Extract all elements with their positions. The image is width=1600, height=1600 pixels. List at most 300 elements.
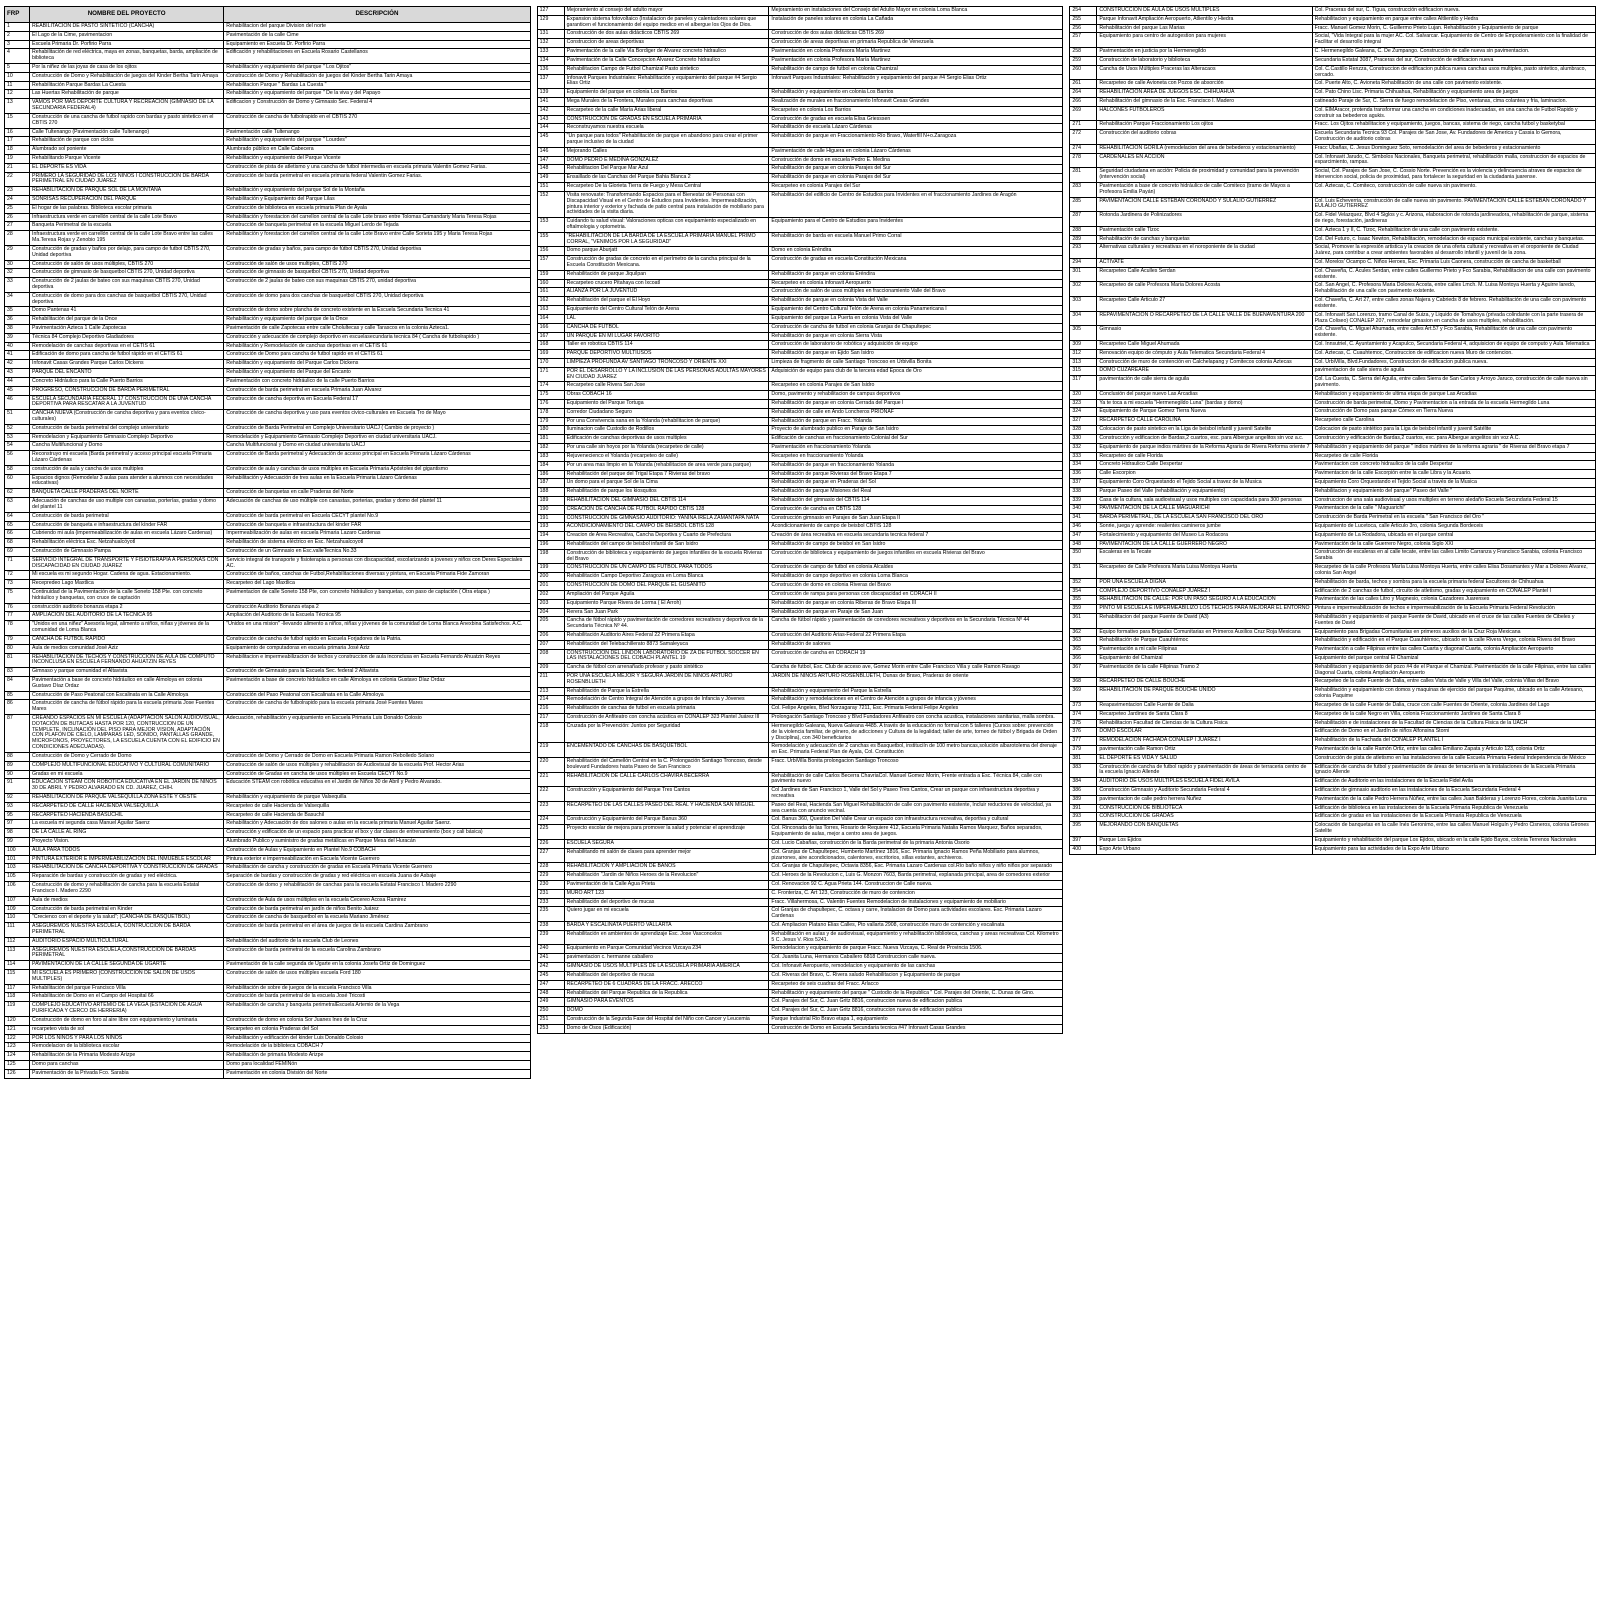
cell-descripcion: Pavimentación calle Tultenango	[224, 128, 530, 137]
cell-descripcion: Col. Parajes del Sur, C. Juan Gritz 8816, construccion nueva de edificacion publica	[769, 1007, 1063, 1016]
cell-frp: 81	[5, 653, 30, 668]
cell-nombre-proyecto: Creacion de Area Recreativa, Cancha Deportiva y Cuarto de Prefectura	[564, 532, 769, 541]
table-row	[1070, 710, 1596, 719]
table-row	[537, 297, 1063, 306]
cell-nombre-proyecto: Construcción de domo en foro al aire libre con equipamiento y luminaria	[30, 1016, 224, 1025]
cell-nombre-proyecto: Construcción de Domo y Rehabilitación de juegos del Kinder Bertha Tarin Amaya	[30, 72, 224, 81]
cell-descripcion: Col. Heroes de la Revolucion c, Luis G. Monzon 7603, Barda perimetral, explanada principal, area de comedores exterior	[769, 872, 1063, 881]
table-row	[5, 603, 531, 612]
table-row	[5, 1069, 531, 1078]
cell-descripcion: Limpieza de fragmento de calle Santiago Troncoso en Urbivilla Bonita	[769, 358, 1063, 367]
table-row	[5, 873, 531, 882]
cell-nombre-proyecto: Concreto Hidráulico para la Calle Puerto Barrios	[30, 377, 224, 386]
cell-frp: 187	[537, 479, 564, 488]
table-row	[537, 922, 1063, 931]
cell-nombre-proyecto: POR UNA ESCUELA MEJOR Y SEGURA JARDIN DE NIÑOS ARTURO ROSENBLUETH	[564, 673, 769, 688]
table-row	[5, 90, 531, 99]
cell-nombre-proyecto: REHABILITACIÓN DE PARQUE VALSEQUILLA ZONA ESTE Y OESTE	[30, 793, 224, 802]
table-row	[537, 532, 1063, 541]
cell-nombre-proyecto: Cancha Multifuncional y Domo	[30, 442, 224, 451]
table-row	[1070, 540, 1596, 549]
cell-nombre-proyecto: CONSTRUCCION DE AULA DE USOS MULTIPLES	[1097, 7, 1312, 16]
cell-nombre-proyecto: Expansion sistema fotovoltaico (Instalacion de paneles y calentadores solares que garanticen el funcionamiento del equipo medico en el albergue los Ojos de Dios.	[564, 15, 769, 30]
cell-frp: 289	[1070, 235, 1097, 244]
cell-frp: 16	[5, 128, 30, 137]
cell-nombre-proyecto: Rehabilitacion Facultad de Ciencias de la Cultura Fisica	[1097, 719, 1312, 728]
cell-nombre-proyecto: Construcción de barda perimetral	[30, 512, 224, 521]
cell-frp: 87	[5, 715, 30, 753]
table-row	[1070, 121, 1596, 130]
table-row	[5, 779, 531, 794]
cell-frp: 391	[1070, 804, 1097, 813]
cell-nombre-proyecto: Espacios dignos (Remodelar 3 aulas para atender a alumnos con necesidades educativas)	[30, 474, 224, 489]
cell-descripcion: Construccion de una sala audiovisual y usos multiples en terreno aledaño Escuela Secundaria Federal 15	[1312, 496, 1595, 505]
table-row	[537, 218, 1063, 233]
cell-frp: 160	[537, 279, 564, 288]
cell-descripcion: Rehabilitación de parque en colonia Riberas de Bravo Etapa III	[769, 599, 1063, 608]
cell-nombre-proyecto: Técnica 84 Complejo Deportivo Gladiadores	[30, 333, 224, 342]
cell-descripcion: Domo, pavimento y rehabilitacion de campus deportivos	[769, 391, 1063, 400]
cell-nombre-proyecto: Rehabilitación Auditorio Aires Federal 22 Primera Etapa	[564, 631, 769, 640]
table-row	[537, 816, 1063, 825]
cell-descripcion: Construcción de domo en colonia Sor Juanes Ines de la Cruz	[224, 1016, 530, 1025]
table-row	[5, 40, 531, 49]
cell-frp: 248	[537, 989, 564, 998]
cell-nombre-proyecto: Construcción de domo y rehabilitación de cancha para la escuela Estatal Francisco I. Madero 2290	[30, 882, 224, 897]
cell-descripcion: Domo para localidad FEMIÑón	[224, 1060, 530, 1069]
cell-descripcion: Construcción de barda perimetral, Domo y Pavimentacion a la entrada de la escuela Hermegildo Luna	[1312, 399, 1595, 408]
table-row	[1070, 297, 1596, 312]
table-row	[5, 676, 531, 691]
cell-descripcion: Edificación de biblioteca en las instalaciones de la Escuela Primaria Republica de Venezuela	[1312, 804, 1595, 813]
table-column-3	[1069, 6, 1596, 1594]
table-row	[537, 408, 1063, 417]
cell-frp: 253	[537, 1024, 564, 1033]
cell-descripcion: Recarpeteo de calle Hacienda de Basuchil	[224, 811, 530, 820]
table-row	[537, 382, 1063, 391]
table-row	[537, 722, 1063, 742]
cell-frp: 256	[1070, 24, 1097, 33]
cell-descripcion: Construcción de escaleras en al calle tecate, entre las calles Limito Carranza y Francisco Sarabia, colonia Francisco Sarabia	[1312, 549, 1595, 564]
table-row	[1070, 787, 1596, 796]
cell-nombre-proyecto: CONSTRUCCION DE DOMO DEL PARQUE EL GUSANITO	[564, 582, 769, 591]
cell-descripcion: Col. Azteca 1 y II, C. Tizoc, Rehabilitacion de una calle con pavimento existente.	[1312, 226, 1595, 235]
table-row	[5, 204, 531, 213]
cell-descripcion: Col. Lucio Cabañas, construcción de la Barda perimetral de la primaria Antonia Osorio	[769, 839, 1063, 848]
cell-descripcion: Rehabilitación de sobre de juegos de la escuela Francisco Villa	[224, 984, 530, 993]
table-row	[537, 523, 1063, 532]
cell-descripcion: Col. Fidel Velazquez, Blvd 4 Siglos y c. Arizona, elaboracion de rotonda jardineadora, rehabilitación de parque, sistema de riego, forestación, jardineras	[1312, 212, 1595, 227]
cell-descripcion: Rehabilitación de parque en colonia Parajes del Sur	[769, 174, 1063, 183]
cell-nombre-proyecto: Equipamiento de parque indios mártires de la Reforma Agraria de Rivera Reforma oriente 7	[1097, 443, 1312, 452]
cell-nombre-proyecto: CONSTRUCCION DEL LINDON LABORATORIO DE ZA DE FUTBOL SOCCER EN LAS INSTALACIONES DEL COBACH PLANTEL 19	[564, 649, 769, 664]
table-row	[537, 590, 1063, 599]
cell-frp: 156	[537, 247, 564, 256]
table-row	[1070, 628, 1596, 637]
cell-descripcion: Fracc. UrbiVilla Bonita prolongacion Santiago Troncoso	[769, 757, 1063, 772]
cell-descripcion: Rehabilitación de parque en fraccionamiento Yolanda	[769, 461, 1063, 470]
cell-nombre-proyecto: RECARPETEO DE LAS CALLES PASEO DEL REAL Y HACIENDA SAN MIGUEL	[564, 801, 769, 816]
cell-nombre-proyecto: Construccion de areas deportivas	[564, 39, 769, 48]
cell-frp: 64	[5, 512, 30, 521]
table-row	[5, 864, 531, 873]
cell-frp: 100	[5, 846, 30, 855]
cell-descripcion: Construcción de domo para dos canchas de basquetbol CBTIS 270, Unidad deportiva	[224, 292, 530, 307]
cell-nombre-proyecto: Construcción de cancha de fútbol rápido para la escuela primaria Jose Fuentes Mares	[30, 700, 224, 715]
cell-descripcion: Adquisición de equipo para club de la tercera edad Epoca de Oro	[769, 367, 1063, 382]
cell-nombre-proyecto: REHABILITACION GORILA (remodelacion del area de bebederos y estacionamiento)	[1097, 144, 1312, 153]
cell-frp: 38	[5, 325, 30, 334]
cell-descripcion: Rehabilitación de parque en Ejido San Isidro	[769, 350, 1063, 359]
cell-nombre-proyecto: PAVIMENTACION CALLE ESTEBAN CORONADO Y SULALIO GUTIERREZ	[1097, 197, 1312, 212]
table-row	[1070, 15, 1596, 24]
table-row	[1070, 687, 1596, 702]
table-row	[1070, 106, 1596, 121]
table-row	[5, 292, 531, 307]
table-row	[5, 342, 531, 351]
table-row	[537, 631, 1063, 640]
cell-descripcion: Prolongación Santiago Troncoso y Blvd Fundadores Anfiteatro con concha acustica, instalaciones sanitarias, malla sombra.	[769, 714, 1063, 723]
table-row	[5, 820, 531, 829]
cell-nombre-proyecto: MURO ART 123	[564, 889, 769, 898]
cell-frp: 35	[5, 307, 30, 316]
cell-nombre-proyecto: Mejoramiento al consejo del adulto mayor	[564, 7, 769, 16]
cell-descripcion: Rehabilitación de cancha y banqueta perimetralEscuela Artemio de la Vega	[224, 1002, 530, 1017]
cell-nombre-proyecto: POR LOS NIÑOS Y PARA LOS NIÑOS	[30, 1034, 224, 1043]
table-row	[5, 914, 531, 923]
cell-descripcion: Rehabilitación de cancha y construcción de gradas en Escuela Primaria Vicente Guerrero	[224, 864, 530, 873]
cell-frp: 257	[1070, 33, 1097, 48]
cell-frp: 118	[5, 993, 30, 1002]
cell-frp: 363	[1070, 637, 1097, 646]
table-row	[537, 452, 1063, 461]
cell-nombre-proyecto: Infraestructura verde en carrellón central de la calle Lote Bravo	[30, 213, 224, 222]
cell-nombre-proyecto: LAL	[564, 314, 769, 323]
table-row	[537, 640, 1063, 649]
table-row	[1070, 443, 1596, 452]
cell-descripcion: Pavimentación de calle Higuera en colonia Lázaro Cárdenas	[769, 147, 1063, 156]
table-row	[1070, 144, 1596, 153]
cell-descripcion: Construcción de Aula de usos múltiples en la escuela Cecereo Acosa Ramirez	[224, 896, 530, 905]
cell-frp: 71	[5, 556, 30, 571]
table-body-1	[5, 22, 531, 1078]
cell-nombre-proyecto: Remodelacion de la biblioteca escolar	[30, 1043, 224, 1052]
cell-nombre-proyecto: Recarpeteo De la Glorieta Tierra de Fuego y Mesa Central	[564, 183, 769, 192]
table-row	[537, 89, 1063, 98]
cell-frp: 56	[5, 451, 30, 466]
cell-descripcion: Construcción de salón de usos múltiples y rehabilitacion de Audiovisual de la escuela Prof. Hector Arias	[224, 761, 530, 770]
cell-descripcion: Rehabilitación y forestacion del carrellon central de la calle Lote Bravo entre Calle Sorieta 195 y Maria Teresa Rojas	[224, 231, 530, 246]
cell-descripcion: Equipamiento de computadoras en escuela primaria José Aziz	[224, 644, 530, 653]
table-row	[5, 377, 531, 386]
cell-descripcion: Rehabilitación y equipamiento del parque " Custodio de la Republica " Col. Parajes del Oriente, C. Dunas de Gino.	[769, 989, 1063, 998]
cell-nombre-proyecto: Reconstruyo mi escuela (Barda perimetral y acceso principal escuela Primaria Lázaro Cárdenas	[30, 451, 224, 466]
cell-frp: 88	[5, 752, 30, 761]
cell-nombre-proyecto: Construcción de Domo y Cerrado de Domo	[30, 752, 224, 761]
cell-nombre-proyecto: Rehabilitación del deportivo de mucas	[564, 971, 769, 980]
cell-descripcion: Construcción de aula y canchas de usos múltiples en Escuela Primaria Apóstoles del gigantismo	[224, 465, 530, 474]
cell-nombre-proyecto: Recarpeteo de Calle Profesora Maria Luisa Montoya Huerta	[1097, 564, 1312, 579]
cell-frp: 4	[5, 49, 30, 64]
table-row	[1070, 795, 1596, 804]
table-row	[537, 270, 1063, 279]
cell-nombre-proyecto: pavimentación de calle sierra de aguila	[1097, 376, 1312, 391]
cell-nombre-proyecto: Seguridad ciudadana en acción: Policia de proximidad y comunidad para la prevención (intervención social)	[1097, 168, 1312, 183]
cell-frp: 302	[1070, 282, 1097, 297]
cell-frp: 106	[5, 882, 30, 897]
cell-descripcion: Rehabilitacion y equipamiento en parque entre calles Altlientilo y Hedra	[1312, 15, 1595, 24]
cell-frp: 12	[5, 90, 30, 99]
cell-frp: 80	[5, 644, 30, 653]
cell-frp: 219	[537, 743, 564, 758]
cell-frp: 381	[1070, 754, 1097, 763]
cell-frp: 235	[537, 907, 564, 922]
cell-frp: 76	[5, 603, 30, 612]
cell-descripcion: Col. Chaveña, C. Miguel Ahumada, entre calles Art.57 y Fco Sarabia, Rehabilitación de una calle con pavimento existente.	[1312, 326, 1595, 341]
cell-nombre-proyecto: Domo para canchas	[30, 1060, 224, 1069]
cell-nombre-proyecto: Rehabilitación de parque con ciclos	[30, 137, 224, 146]
table-row	[537, 573, 1063, 582]
cell-nombre-proyecto: Conclusión del parque nuevo Las Arcadias	[1097, 390, 1312, 399]
cell-descripcion: Equipamiento de La Rodadora, ubicada en el parque central	[1312, 531, 1595, 540]
table-row	[1070, 89, 1596, 98]
table-row	[1070, 408, 1596, 417]
cell-descripcion: Rehabilitación y Equipamiento del Parque Lilas	[224, 196, 530, 205]
table-row	[5, 316, 531, 325]
cell-descripcion: Col. Infonavit San Lorenzo, tramo Canal de Suiza, y Liquido de Tomahoya (privada colindante con la parte trasera de Plaza Coliseo) CONALEP 207, remodelar gimasion en cancha de usos multiples, rehabilitación.	[1312, 311, 1595, 326]
cell-nombre-proyecto: REHABILITACION DE PARQUE BOUCHE UNIDO	[1097, 687, 1312, 702]
projects-table-1	[4, 6, 531, 1079]
cell-frp: 23	[5, 187, 30, 196]
cell-nombre-proyecto: Pavimentación a base de concreto hidráulico en calle Almoloya en colonia Gustavo Díaz Ordaz	[30, 676, 224, 691]
cell-descripcion: Col. La Cuesta, C. Sierra del Aguila, entre calles Sierra de San Carlos y Arroyo Jaruco, construcción de calle nueva sin pavimento.	[1312, 376, 1595, 391]
cell-nombre-proyecto: SERVICIO INTEGRAL DE TRANSPORTE Y FISIOTERAPIA A PERSONAS CON DISCAPACIDAD EN CIUDAD JUAREZ	[30, 556, 224, 571]
cell-descripcion: Construcción de salón de usos múltiples en fraccionamiento Valle del Bravo	[769, 288, 1063, 297]
cell-nombre-proyecto: CONSTRUCCION DE UN CAMPO DE FUTBOL PARA TODOS	[564, 564, 769, 573]
cell-nombre-proyecto: Infraestructura verde en carrellón central de la calle Lote Bravo entre las calles Ma.Teresa Rojas y Zenobio 195	[30, 231, 224, 246]
cell-nombre-proyecto: Cuidando tu salud visual: Valoraciones opticas con equipamiento especializado en oftalmologia y optometria.	[564, 218, 769, 233]
table-row	[5, 802, 531, 811]
cell-descripcion: Construcción de barda perimetral en jardín de niños Benito Juárez	[224, 905, 530, 914]
cell-descripcion: Recarpeteo de la calle Fuente de Dalia, entre calles Vista de Valle y Villa del Valle, colonia Villas del Bravo	[1312, 678, 1595, 687]
cell-descripcion: Rehabilitación de la Fachada del CONALEP PLANTEL I	[1312, 737, 1595, 746]
table-row	[537, 30, 1063, 39]
cell-frp: 338	[1070, 487, 1097, 496]
table-row	[1070, 80, 1596, 89]
cell-descripcion: Rehabilitación y Adecuación de tres aulas en la Escuela Primaria Lázaro Cárdenas	[224, 474, 530, 489]
table-row	[5, 761, 531, 770]
cell-nombre-proyecto: Cancha de fútbol con arrenañado profesor y pasto sintético	[564, 664, 769, 673]
cell-descripcion: Col. Morelos' Ocampo C. Niños Heroes, Esc. Primaria Luis Caonera, construcción de cancha de basketball	[1312, 259, 1595, 268]
cell-descripcion: Col. Granjas de Chapultepec, Octavia 8356, Esc. Primaria Lazaro Cardenas col.Río baño niños y niño niños por separado	[769, 863, 1063, 872]
cell-nombre-proyecto: Construcción Gimnasio y Auditorio Secundaria Federal 4	[1097, 787, 1312, 796]
cell-frp: 152	[537, 191, 564, 217]
cell-nombre-proyecto: Construcción de una cancha de futbol rapido con bardas y pasto sintetico en el CBTIS 270	[30, 113, 224, 128]
cell-descripcion: Construcción de Barda perimetral y Adecuación de acceso principal en Escuela Primaria Lázaro Cárdenas	[224, 451, 530, 466]
header-nombre: NOMBRE DEL PROYECTO	[30, 7, 224, 23]
cell-nombre-proyecto: Construcción de salón de usos múltiples, CBTIS 270	[30, 260, 224, 269]
table-row	[1070, 514, 1596, 523]
table-row	[1070, 737, 1596, 746]
cell-nombre-proyecto: Edificación de canchas deportivas de usos multiples	[564, 435, 769, 444]
cell-nombre-proyecto: Pavimentación Azteca 1 Calle Zapotecas	[30, 325, 224, 334]
cell-frp: 167	[537, 332, 564, 341]
cell-nombre-proyecto: Rehabilitación de canchas y banquetas	[1097, 235, 1312, 244]
table-row	[5, 896, 531, 905]
table-row	[537, 863, 1063, 872]
cell-nombre-proyecto: AUDITORIO ESPACIO MULTICULTURAL	[30, 937, 224, 946]
cell-descripcion: Edificacion y Construcción de Domo y Gimnasio Sec. Federal 4	[224, 99, 530, 114]
cell-frp: 261	[1070, 80, 1097, 89]
cell-descripcion: Equipamiento del Centro Cultural Telón de Arena en colonia Panamericana I	[769, 306, 1063, 315]
cell-descripcion: Rehabilitacion y equipamiento del pozo #4 de el Parque el Chamizal. Pavimentación de la calle Filipinas, entre las calles Diagonal Cuarta, colonia Ampliación Aeropuerto	[1312, 663, 1595, 678]
table-row	[1070, 24, 1596, 33]
cell-frp: 162	[537, 297, 564, 306]
cell-frp: 146	[537, 147, 564, 156]
cell-nombre-proyecto: POR EL DESARROLLO Y LA INCLUSION DE LAS PERSONAS ADULTAS MAYORES EN CIUDAD JUAREZ	[564, 367, 769, 382]
cell-frp: 271	[1070, 121, 1097, 130]
cell-nombre-proyecto: pavimentación calle Ramon Ortiz	[1097, 745, 1312, 754]
cell-frp: 83	[5, 668, 30, 677]
cell-frp: 86	[5, 700, 30, 715]
cell-descripcion: Rehabilitación y equipamiento del Parque Vicente	[224, 154, 530, 163]
cell-nombre-proyecto: Rotonda Jardinera de Polinizadores	[1097, 212, 1312, 227]
cell-nombre-proyecto: CONSTRUCCION DE BIBLIOTECA	[1097, 804, 1312, 813]
cell-nombre-proyecto: REHABILITACION DE TECHOS Y CONSTRUCCION DE AULA DE COMPUTO INCONCLUSA EN ESCUELA FERNANDO AHUATZIN REYES	[30, 653, 224, 668]
cell-frp: 269	[1070, 106, 1097, 121]
cell-frp: 337	[1070, 478, 1097, 487]
cell-descripcion: Rehabilitacion y equipamiento de ultima etapa de parque Las Arcadias	[1312, 390, 1595, 399]
table-row	[537, 608, 1063, 617]
cell-frp: 69	[5, 547, 30, 556]
table-row	[1070, 719, 1596, 728]
cell-frp: 133	[537, 48, 564, 57]
cell-frp: 354	[1070, 587, 1097, 596]
cell-frp: 139	[537, 89, 564, 98]
cell-frp: 60	[5, 474, 30, 489]
cell-nombre-proyecto: Construcción de la Segunda Fase del Hospital del Niño con Cancer y Leucemia	[564, 1015, 769, 1024]
table-row	[537, 617, 1063, 632]
table-row	[5, 589, 531, 604]
cell-frp: 136	[537, 65, 564, 74]
table-row	[537, 839, 1063, 848]
cell-frp: 62	[5, 489, 30, 498]
cell-frp: 249	[537, 998, 564, 1007]
cell-nombre-proyecto: Domo Pantenas 41	[30, 307, 224, 316]
cell-frp: 45	[5, 386, 30, 395]
cell-frp: 201	[537, 582, 564, 591]
cell-frp: 117	[5, 984, 30, 993]
cell-frp: 339	[1070, 496, 1097, 505]
cell-nombre-proyecto: Pavimentación a base de concreto hidráulico de calle Comiteco (tramo de Mayos a Profesora Emilia Payán)	[1097, 182, 1312, 197]
table-row	[5, 829, 531, 838]
table-row	[537, 505, 1063, 514]
cell-frp: 348	[1070, 540, 1097, 549]
cell-frp: 188	[537, 488, 564, 497]
cell-nombre-proyecto: ESCUELA SECUNDARIA FEDERAL 17 CONSTRUCCION DE UNA CANCHA DEPORTIVA PARA RESCATAR A LA JUVENTUD	[30, 395, 224, 410]
cell-nombre-proyecto: Construcción de domo para dos canchas de basquetbol CBTIS 270, Unidad deportiva	[30, 292, 224, 307]
table-row	[537, 288, 1063, 297]
cell-descripcion: Construcción de gradas en escuela Elisa Griesssen	[769, 115, 1063, 124]
cell-nombre-proyecto: Edificación de domo para cancha de futbol rápido en el CETIS 61	[30, 351, 224, 360]
cell-nombre-proyecto: Rehabilitación en ambientes de aprendizaje Esc. Jose Vasconcelos	[564, 930, 769, 945]
cell-descripcion: Rehabilitación y Adecuación de dos salones o aulas en la escuela primaria Manuel Aguilar Saenz.	[224, 820, 530, 829]
cell-descripcion: Rehabilitación y edificación del kinder Luis Donaldo Colosio	[224, 1034, 530, 1043]
cell-nombre-proyecto: Corredor Ciudadano Seguro	[564, 408, 769, 417]
cell-descripcion: Pavimentación a base de concreto hidráulico en calle Almoloya en colonia Gustavo Díaz Ordaz	[224, 676, 530, 691]
cell-nombre-proyecto: Taller en robotica CBTIS 114	[564, 341, 769, 350]
cell-descripcion: Construcción de Domo y Rehabilitación de juegos del Kinder Bertha Tarin Amaya	[224, 72, 530, 81]
cell-descripcion: Construcción de Domo para parque Cómex en Tierra Nueva	[1312, 408, 1595, 417]
cell-frp: 209	[537, 664, 564, 673]
table-row	[5, 882, 531, 897]
table-row	[5, 163, 531, 172]
cell-frp: 164	[537, 314, 564, 323]
table-row	[537, 880, 1063, 889]
cell-nombre-proyecto: Rehabilitación de red eléctrica, maya en zonas, banquetas, barda, ampliación de biblioteca	[30, 49, 224, 64]
cell-frp: 230	[537, 880, 564, 889]
cell-frp: 355	[1070, 596, 1097, 605]
cell-nombre-proyecto: Rehabilitacion Campo de Futbol Chamizal Pasto sintetico	[564, 65, 769, 74]
cell-nombre-proyecto: Equipamiento del parque en colonia Los Barrios	[564, 89, 769, 98]
table-row	[5, 222, 531, 231]
cell-frp: 174	[537, 382, 564, 391]
cell-nombre-proyecto: Mejorando Calles	[564, 147, 769, 156]
table-row	[1070, 358, 1596, 367]
cell-descripcion: Pavimentación de calle Zapotecas entre calle Cholultecas y calle Tarascos en la colonia Azteca1.	[224, 325, 530, 334]
table-row	[5, 474, 531, 489]
cell-frp: 169	[537, 350, 564, 359]
table-row	[1070, 461, 1596, 470]
cell-descripcion: Col Jardines de San Francisco 1, Valle del Sol y Paseo Tres Cantos, Crear un parque con infraestructura deportiva y recreativa	[769, 787, 1063, 802]
table-row	[1070, 33, 1596, 48]
table-row	[537, 514, 1063, 523]
cell-descripcion: Rehabilitación de calle en Ando Loncheros PRIONAF	[769, 408, 1063, 417]
table-row	[5, 386, 531, 395]
cell-frp: 145	[537, 133, 564, 148]
cell-descripcion: Pavimentacion de la calle Escorpión entre la calle Libra y la Acuario.	[1312, 470, 1595, 479]
cell-frp: 303	[1070, 297, 1097, 312]
cell-nombre-proyecto: DOMO PEDRO E MEDINA GONZALEZ	[564, 156, 769, 165]
cell-nombre-proyecto: CARDENALES EN ACCION	[1097, 153, 1312, 168]
cell-nombre-proyecto: Alumbrado sol poniente	[30, 146, 224, 155]
table-body-2	[537, 7, 1063, 1034]
cell-frp: 250	[537, 1007, 564, 1016]
cell-frp: 367	[1070, 663, 1097, 678]
table-row	[5, 571, 531, 580]
cell-descripcion: Col. Riveras del Bravo, C. Rivera saludo Rehabilitacion y Equipamiento de parque	[769, 971, 1063, 980]
table-row	[537, 314, 1063, 323]
cell-nombre-proyecto: Remodelación de canchas deportivas en el CETIS 61	[30, 342, 224, 351]
cell-nombre-proyecto: El Lago de la Cime, pavimentacion	[30, 31, 224, 40]
table-row	[5, 970, 531, 985]
cell-nombre-proyecto: RECARPETEO DE CALLE HACIENDA VALSEQUILLA	[30, 802, 224, 811]
cell-nombre-proyecto: ESCUELA SEGURA	[564, 839, 769, 848]
cell-descripcion: Col. Aztecas, C. Comiteco, construcción de calle nueva sin pavimento.	[1312, 182, 1595, 197]
cell-nombre-proyecto: Calle Tultenango (Pavimentación calle Tultenango)	[30, 128, 224, 137]
cell-descripcion: Rehabilitación de primaria Modesto Arizpe	[224, 1052, 530, 1061]
cell-descripcion: Rehabilitación y equipamiento de parque Valsequilla	[224, 793, 530, 802]
cell-descripcion: Rehabilitación y forestacion del carrellon central de la calle Lote bravo entre Tolomas Camandariy Maria Teresa Rojas	[224, 213, 530, 222]
cell-frp: 122	[5, 1034, 30, 1043]
table-row	[5, 113, 531, 128]
cell-nombre-proyecto: Rehabilitación del parque del Trigal Etapa 7 Rivieras del bravo	[564, 470, 769, 479]
cell-frp: 90	[5, 770, 30, 779]
table-row	[537, 889, 1063, 898]
table-row	[1070, 505, 1596, 514]
cell-descripcion: Cancha Multifuncional y Domo en ciudad universitaria UACJ	[224, 442, 530, 451]
cell-frp: 216	[537, 705, 564, 714]
